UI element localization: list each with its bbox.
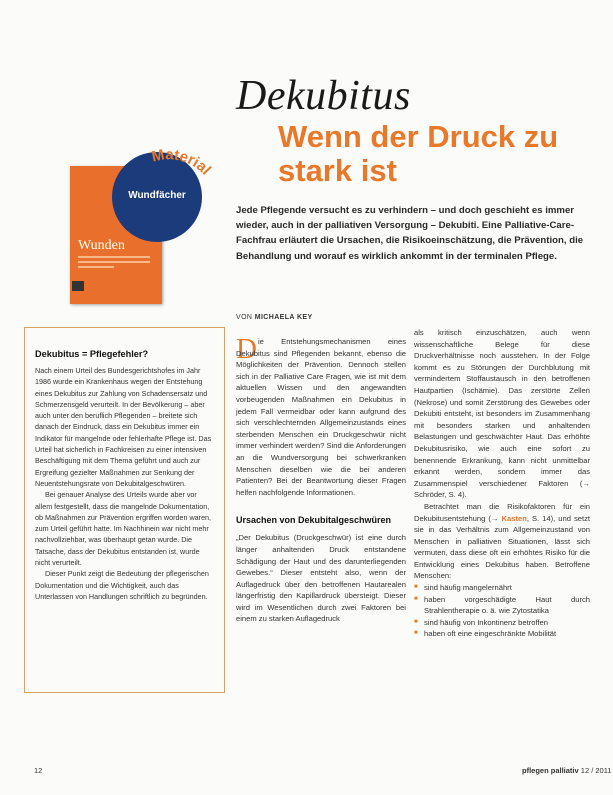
article-subtitle: Wenn der Druck zu stark ist xyxy=(278,119,559,188)
list-item: ■ haben oft eine eingeschränkte Mobilität xyxy=(414,628,590,640)
article-lead: Jede Pflegende versucht es zu verhindern – und doch geschieht es immer wieder, auch in der palliativen Versorgung – Dekubiti. Eine Palliative-Care-Fachfrau erläutert die Ursachen, die Risikoeinschätzung, die Prävention, die Behandlung und worauf es wirklich ankommt in der terminalen Pflege. xyxy=(236,205,584,262)
body-column-b xyxy=(414,327,590,640)
journal-name: pflegen palliativ xyxy=(522,766,579,775)
risk-text-pre: Betrachtet man die Risikofaktoren für ein Dekubitusentstehung (→ xyxy=(414,501,590,523)
section-heading-causes: Ursachen von Dekubitalgeschwüren xyxy=(236,515,392,526)
sidebar-text xyxy=(35,365,213,602)
book-cover-title: Wunden xyxy=(78,238,125,253)
risk-text-post: , S. 14), und setzt sie in das Verhältnis zum Allgemeinzustand von Menschen in palliativen Situationen, lässt sich vermuten, dass diese oft ein erhöhtes Risiko für die Entwicklung eines Dekubitus haben. Betroffene Menschen: xyxy=(414,513,590,581)
sidebar-paragraph-3: Dieser Punkt zeigt die Bedeutung der pflegerischen Dokumentation und die Wichtigkeit, auch das Unterlassen von Handlungen schriftlich zu begründen. xyxy=(35,569,209,601)
article-title: Dekubitus xyxy=(236,73,411,119)
box-reference-link: Kasten xyxy=(501,513,527,523)
list-item: ■ sind häufig von Inkontinenz betroffen xyxy=(414,617,590,629)
svg-text:Material xyxy=(150,146,214,178)
material-word-text: Material xyxy=(150,146,215,179)
body-causes-text: „Der Dekubitus (Druckgeschwür) ist eine durch länger anhaltenden Druck entstandene Schädigung der Haut und des darunterliegenden Gewebes.“ Dieser entsteht also, wenn der Auflagedruck über den betroffenen Hautarealen längerfristig den Kapillardruck übersteigt. Dieser wird im Wesentlichen durch zwei Faktoren bei einem zu starken Auflagedruck xyxy=(236,533,406,624)
body-col-b-intro: als kritisch einzuschätzen, auch wenn wissenschaftliche Belege für diese Druckverhältnisse noch ausstehen. In der Folge kommt es zu Störungen der Durchblutung mit vermindertem Stoffaustausch in den betroffenen Hautpartien (Ischämie). Das zerstörte Zellen (Nekrose) und somit Zerstörung des Gewebes oder Dekubiti entsteht, ist besonders im Zusammenhang mit besonders starken und anhaltenden Belastungen und geschwächter Haut. Das erhöhte Dekubitusrisiko, wie auch eine sofort zu benennende Erkrankung, kann nicht unmittelbar erkannt werden, sondern immer das Zusammenspiel verschiedener Faktoren (→ Schröder, S. 4). xyxy=(414,328,590,500)
body-column-a xyxy=(236,333,406,625)
risk-list xyxy=(414,582,590,640)
byline-prefix: VON xyxy=(236,314,253,321)
sidebar-paragraph-2: Bei genauer Analyse des Urteils wurde aber vor allem festgestellt, dass die mangelnde Dokumentation, ob Maßnahmen zur Prävention ergriffen worden waren, zum Urteil geführt hatte. Im Nachhinein war nicht mehr nachvollziehbar, was überhaupt getan wurde. Die Tatsache, dass der Dekubitus entstanden ist, wurde nicht verurteilt. xyxy=(35,490,212,568)
body-intro: ie Entstehungsmechanismen eines Dekubitus sind Pflegenden bekannt, ebenso die Möglichkeiten der Prävention. Dennoch stellen sich in der Palliative Care Fragen, wie ist mit dem aktuellen Wissen und den angewandten vorbeugenden Maßnahmen ein Dekubitus in jedem Fall vermeidbar oder kann aufgrund des sich verschlechternden Allgemeinzustands eines sterbenden Menschen ein Druckgeschwür nicht immer verhindert werden? Sind die Anforderungen an die Wundversorgung bei schwerkranken Menschen dieselben wie die bei anderen Patienten? Bei der Beantwortung dieser Fragen helfen nachfolgende Informationen. xyxy=(236,337,406,497)
material-badge-label: Wundfächer xyxy=(128,190,186,201)
journal-issue: 12 / 2011 xyxy=(580,766,612,775)
drop-cap: D xyxy=(236,333,257,365)
page-number: 12 xyxy=(34,766,43,775)
book-cover-lines xyxy=(78,256,150,271)
material-badge-word xyxy=(145,140,225,235)
list-item: ■ haben vorgeschädigte Haut durch Strahlentherapie o. ä. wie Zytostatika xyxy=(414,594,590,617)
sidebar-heading: Dekubitus = Pflegefehler? xyxy=(35,349,149,359)
body-risk-paragraph xyxy=(414,501,590,582)
journal-footer xyxy=(522,766,612,775)
sidebar-paragraph-1: Nach einem Urteil des Bundesgerichtshofes im Jahr 1986 wurde ein Krankenhaus wegen der Entstehung eines Dekubitus zur Zahlung von Schadensersatz und Schmerzensgeld verurteilt. In der Bevölkerung – aber auch unter den beruflich Pflegenden – breitete sich danach der Eindruck, dass ein Dekubitus immer ein Indikator für mangelnde oder fehlerhafte Pflege ist. Das Urteil hat sicherlich in Fachkreisen zu einer intensiven Beschäftigung mit dem Thema geführt und auch zur Ergreifung gezielter Maßnahmen zur Senkung der Neuentstehungsrate von Dekubitalgeschwüren. xyxy=(35,366,212,488)
byline-author: MICHAELA KEY xyxy=(254,314,313,321)
list-item: ■ sind häufig mangelernährt xyxy=(414,582,590,594)
byline xyxy=(236,314,313,321)
book-barcode xyxy=(72,281,84,291)
